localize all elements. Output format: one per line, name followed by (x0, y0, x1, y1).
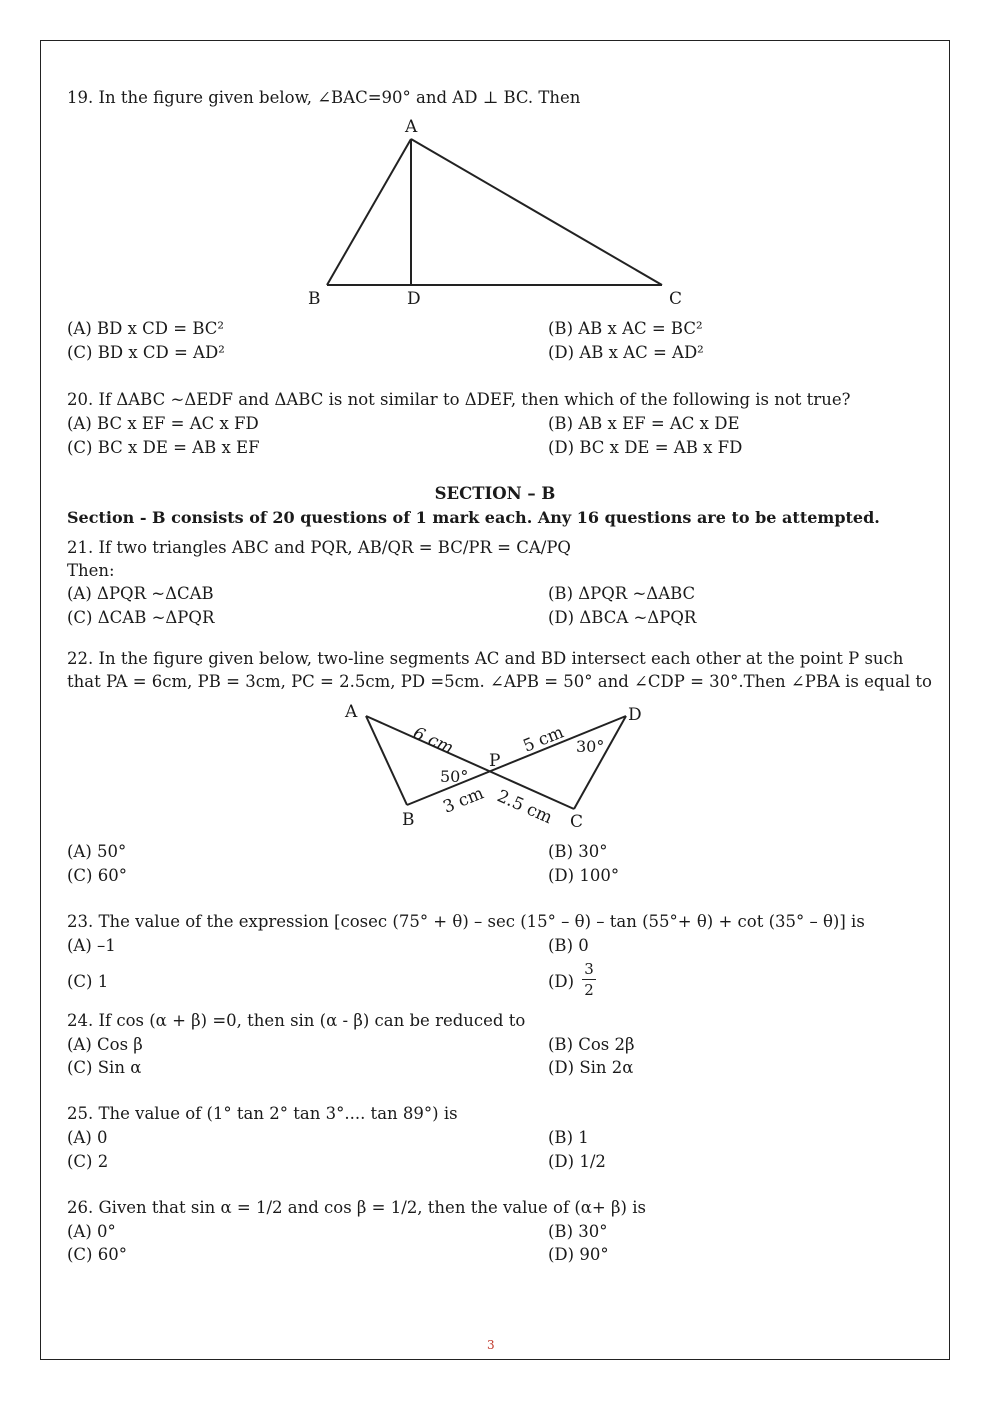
q19-option-c: (C) BD x CD = AD² (67, 343, 225, 362)
label-b: B (308, 289, 321, 309)
angle-apb: 50° (440, 767, 469, 786)
q23-option-c: (C) 1 (67, 972, 109, 991)
q25-option-b: (B) 1 (548, 1128, 589, 1147)
q24-stem: 24. If cos (α + β) =0, then sin (α - β) can be reduced to (67, 1011, 526, 1030)
q22-stem-cont: that PA = 6cm, PB = 3cm, PC = 2.5cm, PD =5cm. ∠APB = 50° and ∠CDP = 30°.Then ∠PBA is equal to (67, 672, 932, 691)
q23-option-a: (A) –1 (67, 936, 116, 955)
q20-option-b: (B) AB x EF = AC x DE (548, 414, 740, 433)
q26-option-c: (C) 60° (67, 1245, 127, 1264)
q20-option-c: (C) BC x DE = AB x EF (67, 438, 260, 457)
segment-ab (366, 716, 407, 805)
q20-stem: 20. If ΔABC ~ΔEDF and ΔABC is not similar to ΔDEF, then which of the following is not true? (67, 390, 851, 409)
segment-cd (574, 716, 626, 809)
q20-option-d: (D) BC x DE = AB x FD (548, 438, 743, 457)
angle-cdp: 30° (576, 737, 605, 756)
q20-option-a: (A) BC x EF = AC x FD (67, 414, 259, 433)
fraction-numerator: 3 (584, 960, 594, 978)
q21-option-b: (B) ΔPQR ~ΔABC (548, 584, 696, 603)
q25-stem: 25. The value of (1° tan 2° tan 3°.... tan 89°) is (67, 1104, 458, 1123)
fraction-denominator: 2 (584, 981, 594, 999)
q19-option-a: (A) BD x CD = BC² (67, 319, 225, 338)
q24-option-d: (D) Sin 2α (548, 1058, 634, 1077)
fraction-bar (582, 979, 596, 980)
label-b: B (402, 810, 415, 830)
section-b-heading: SECTION – B (434, 484, 556, 503)
q25-option-a: (A) 0 (67, 1128, 108, 1147)
q21-option-d: (D) ΔBCA ~ΔPQR (548, 608, 697, 627)
q21-stem: 21. If two triangles ABC and PQR, AB/QR = BC/PR = CA/PQ (67, 538, 571, 557)
label-a: A (405, 117, 418, 137)
q24-option-b: (B) Cos 2β (548, 1035, 635, 1054)
q23-stem: 23. The value of the expression [cosec (75° + θ) – sec (15° – θ) – tan (55°+ θ) + cot (35° – θ)] is (67, 912, 865, 931)
q22-stem: 22. In the figure given below, two-line segments AC and BD intersect each other at the point P such (67, 649, 904, 668)
q19-stem: 19. In the figure given below, ∠BAC=90° and AD ⊥ BC. Then (67, 88, 581, 107)
label-c: C (669, 289, 683, 309)
label-a: A (345, 702, 358, 722)
length-pa: 6 cm (409, 723, 457, 759)
q24-option-a: (A) Cos β (67, 1035, 143, 1054)
label-d: D (407, 289, 421, 309)
q21-option-a: (A) ΔPQR ~ΔCAB (67, 584, 214, 603)
page-number: 3 (487, 1338, 495, 1352)
label-p: P (489, 751, 501, 771)
q22-option-d: (D) 100° (548, 866, 620, 885)
length-pd: 5 cm (520, 722, 567, 757)
q22-option-b: (B) 30° (548, 842, 608, 861)
length-pb: 3 cm (440, 783, 487, 818)
q26-option-d: (D) 90° (548, 1245, 609, 1264)
q25-option-c: (C) 2 (67, 1152, 109, 1171)
section-b-instruction: Section - B consists of 20 questions of 1 mark each. Any 16 questions are to be attempted. (67, 508, 880, 527)
q25-option-d: (D) 1/2 (548, 1152, 606, 1171)
q22-option-a: (A) 50° (67, 842, 127, 861)
q19-option-b: (B) AB x AC = BC² (548, 319, 703, 338)
q21-option-c: (C) ΔCAB ~ΔPQR (67, 608, 215, 627)
q24-option-c: (C) Sin α (67, 1058, 142, 1077)
q26-stem: 26. Given that sin α = 1/2 and cos β = 1/2, then the value of (α+ β) is (67, 1198, 646, 1217)
label-d: D (628, 705, 642, 725)
q23-option-d: (D) (548, 972, 575, 991)
length-pc: 2.5 cm (493, 786, 556, 829)
q23-option-d-fraction (582, 960, 596, 999)
q21-stem-then: Then: (67, 561, 115, 580)
q26-option-a: (A) 0° (67, 1222, 116, 1241)
q22-option-c: (C) 60° (67, 866, 127, 885)
q26-option-b: (B) 30° (548, 1222, 608, 1241)
label-c: C (570, 812, 584, 832)
q19-option-d: (D) AB x AC = AD² (548, 343, 704, 362)
q23-option-b: (B) 0 (548, 936, 589, 955)
